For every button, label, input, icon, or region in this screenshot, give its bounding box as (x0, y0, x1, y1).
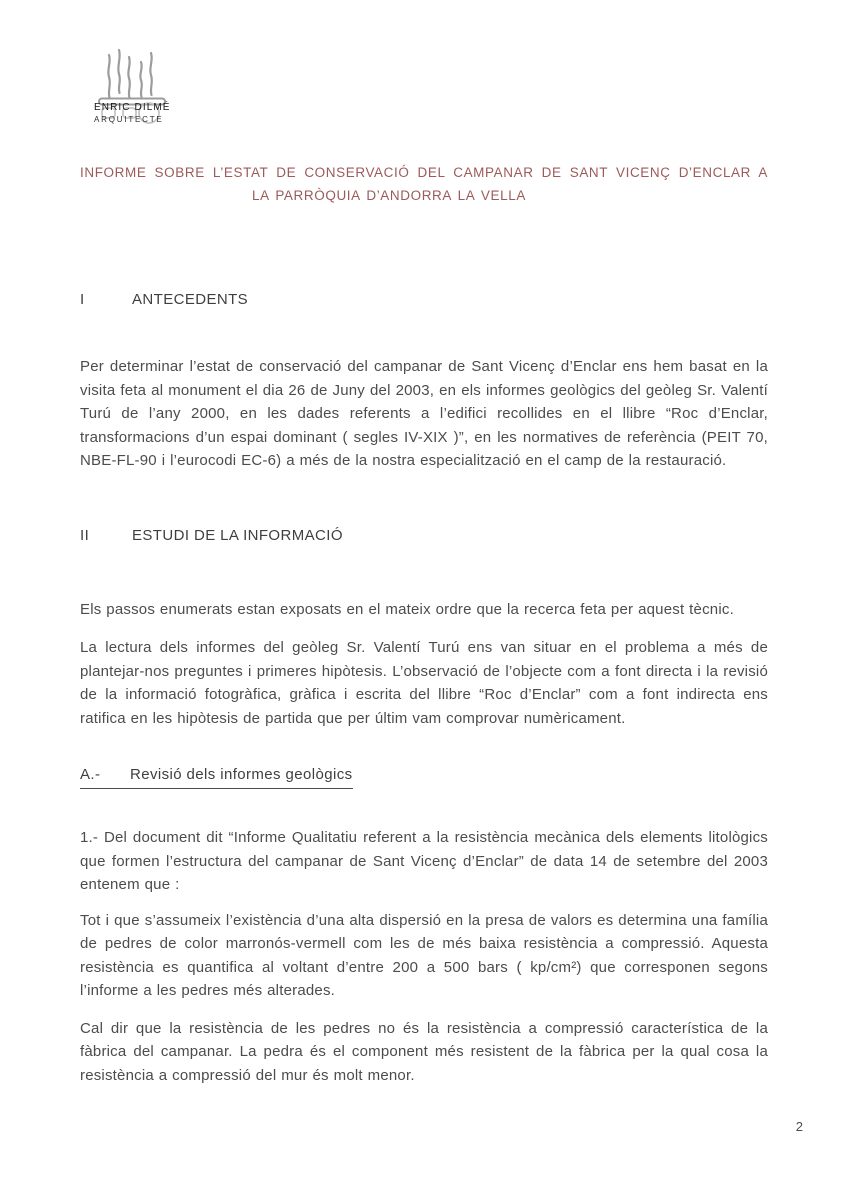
paragraph-estudi-1: Els passos enumerats estan exposats en el mateix ordre que la recerca feta per aquest tècnic. (80, 600, 734, 618)
page-number: 2 (795, 1119, 803, 1134)
paragraph-antecedents-1: Per determinar l’estat de conservació del campanar de Sant Vicenç d’Enclar ens hem basat en la visita feta al monument el dia 26 de Juny del 2003, en els informes geològics del geòleg Sr. Valentí Turú de l’any 2000, en les dades referents a l’edifici recollides en el llibre “Roc d’Enclar, transformacions d’un espai dominant ( segles IV-XIX )”, en les normatives de referència (PEIT 70, NBE-FL-90 i l’eurocodi EC-6) a més de la nostra especialització en el camp de la restauració. (80, 358, 768, 469)
section-title: ANTECEDENTS (132, 291, 249, 308)
report-title (80, 161, 768, 207)
section-number: I (80, 291, 85, 308)
section-number: II (80, 526, 90, 544)
report-title-line1: INFORME SOBRE L’ESTAT DE CONSERVACIÓ DEL CAMPANAR DE SANT VICENÇ D’ENCLAR A (80, 165, 768, 180)
logo-name: ENRIC DILMÉ (94, 102, 171, 113)
subsection-title: Revisió dels informes geològics (130, 766, 353, 783)
section-heading-antecedents (80, 288, 768, 311)
paragraph-revisio-1: 1.- Del document dit “Informe Qualitatiu referent a la resistència mecànica dels elements litològics que formen l’estructura del campanar de Sant Vicenç d’Enclar” de data 14 de setembre del 2003 entenem que : (80, 829, 768, 893)
subsection-heading-revisio (80, 763, 768, 789)
logo (92, 46, 222, 131)
paragraph-revisio-2: Tot i que s’assumeix l’existència d’una alta dispersió en la presa de valors es determina una família de pedres de color marronós-vermell com les de més baixa resistència a compressió. Aquesta resistència es quantifica al voltant d’entre 200 a 500 bars ( kp/cm²) que corresponen segons l’informe a les pedres més alterades. (80, 911, 768, 999)
subsection-label: A.- (80, 766, 101, 783)
section-title: ESTUDI DE LA INFORMACIÓ (132, 526, 343, 544)
paragraph-estudi-2: La lectura dels informes del geòleg Sr. Valentí Turú ens van situar en el problema a més de plantejar-nos preguntes i primeres hipòtesis. L’observació de l’objecte com a font directa i la revisió de la informació fotogràfica, gràfica i escrita del llibre “Roc d’Enclar” com a font indirecta ens ratifica en les hipòtesis de partida que per últim vam comprovar numèricament. (80, 639, 768, 727)
section-heading-estudi (80, 524, 768, 547)
report-title-line2: LA PARRÒQUIA D’ANDORRA LA VELLA (252, 188, 526, 203)
paragraph-revisio-3: Cal dir que la resistència de les pedres no és la resistència a compressió característica de la fàbrica del campanar. La pedra és el component més resistent de la fàbrica per la qual cosa la resistència a compressió del mur és molt menor. (80, 1019, 768, 1084)
logo-role: ARQUITECTE (94, 115, 164, 124)
